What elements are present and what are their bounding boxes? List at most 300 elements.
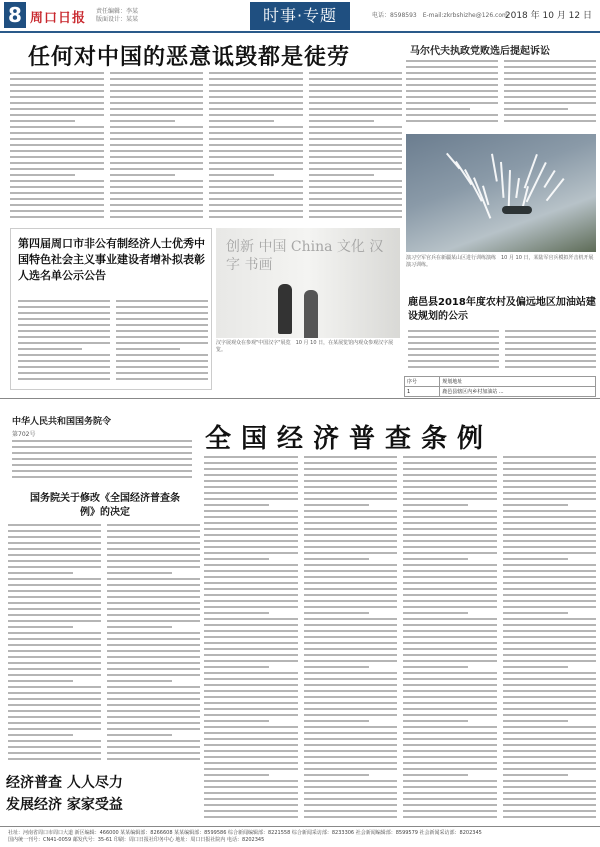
text-line: [10, 162, 104, 164]
text-line: [107, 752, 200, 754]
text-line: [209, 168, 303, 170]
text-line: [116, 366, 208, 368]
text-line: [8, 674, 101, 676]
text-line: [209, 102, 303, 104]
text-line: [204, 570, 298, 572]
text-line: [8, 632, 101, 634]
text-line: [503, 816, 597, 818]
text-line: [503, 576, 597, 578]
text-line: [406, 102, 498, 104]
text-line: [209, 180, 303, 182]
text-line: [304, 456, 398, 458]
text-line: [403, 612, 468, 614]
text-line: [110, 216, 204, 218]
text-line: [304, 510, 398, 512]
text-line: [8, 680, 73, 682]
text-column: [304, 456, 398, 822]
text-line: [408, 366, 499, 368]
text-line: [503, 582, 597, 584]
text-line: [403, 468, 497, 470]
text-line: [406, 78, 498, 80]
text-line: [8, 566, 101, 568]
text-line: [304, 504, 369, 506]
text-line: [204, 636, 298, 638]
text-line: [110, 150, 204, 152]
text-line: [204, 558, 269, 560]
text-line: [204, 498, 298, 500]
text-line: [107, 710, 200, 712]
text-line: [110, 192, 204, 194]
text-line: [403, 630, 497, 632]
text-line: [503, 672, 597, 674]
text-line: [503, 516, 597, 518]
text-line: [403, 546, 497, 548]
text-line: [503, 750, 597, 752]
text-line: [504, 108, 568, 110]
jet-aircraft: [502, 206, 532, 214]
text-line: [10, 192, 104, 194]
text-line: [403, 558, 468, 560]
text-line: [204, 720, 269, 722]
text-line: [204, 624, 298, 626]
text-line: [304, 462, 398, 464]
text-line: [8, 602, 101, 604]
text-line: [204, 588, 298, 590]
text-line: [18, 318, 110, 320]
text-line: [204, 456, 298, 458]
text-line: [504, 102, 596, 104]
text-line: [204, 492, 298, 494]
text-line: [8, 560, 101, 562]
text-line: [304, 660, 398, 662]
text-line: [403, 750, 497, 752]
text-line: [116, 354, 208, 356]
text-column: [116, 300, 208, 384]
text-line: [204, 594, 298, 596]
text-line: [403, 804, 497, 806]
text-line: [304, 522, 398, 524]
text-line: [304, 714, 398, 716]
text-line: [505, 330, 596, 332]
flare-streak: [543, 170, 555, 188]
text-line: [116, 318, 208, 320]
text-line: [10, 96, 104, 98]
order-title: 中华人民共和国国务院令: [12, 417, 112, 427]
text-line: [403, 660, 497, 662]
table-cell: 鹿邑县辖区内乡村加油站 ...: [440, 387, 596, 397]
text-line: [8, 590, 101, 592]
text-line: [10, 150, 104, 152]
text-line: [209, 120, 274, 122]
text-line: [503, 732, 597, 734]
text-line: [12, 470, 192, 472]
text-line: [204, 678, 298, 680]
luyi-notice-body: [408, 330, 596, 372]
text-line: [204, 780, 298, 782]
text-line: [504, 60, 596, 62]
text-line: [505, 336, 596, 338]
text-line: [10, 102, 104, 104]
text-line: [204, 510, 298, 512]
text-line: [110, 210, 204, 212]
text-line: [110, 168, 204, 170]
text-line: [18, 378, 110, 380]
text-line: [204, 774, 269, 776]
text-line: [18, 366, 110, 368]
text-line: [107, 620, 200, 622]
text-line: [304, 528, 398, 530]
text-line: [18, 312, 110, 314]
text-line: [403, 636, 497, 638]
text-line: [403, 690, 497, 692]
text-line: [107, 560, 200, 562]
text-line: [309, 72, 403, 74]
public-notice-body: [18, 300, 208, 384]
text-line: [403, 756, 497, 758]
text-column: [209, 72, 303, 222]
text-line: [304, 648, 398, 650]
text-column: [403, 456, 497, 822]
text-line: [107, 548, 200, 550]
text-line: [107, 644, 200, 646]
text-line: [304, 744, 398, 746]
text-line: [408, 342, 499, 344]
text-line: [403, 576, 497, 578]
text-line: [10, 180, 104, 182]
text-line: [204, 468, 298, 470]
text-line: [10, 138, 104, 140]
text-line: [107, 692, 200, 694]
text-line: [107, 662, 200, 664]
text-line: [10, 210, 104, 212]
text-line: [10, 168, 104, 170]
text-line: [8, 710, 101, 712]
page-number: 8: [4, 2, 26, 28]
text-line: [8, 596, 101, 598]
text-line: [110, 186, 204, 188]
text-line: [503, 468, 597, 470]
text-line: [505, 366, 596, 368]
text-line: [8, 734, 73, 736]
text-line: [504, 90, 596, 92]
text-line: [209, 174, 274, 176]
text-line: [116, 348, 180, 350]
text-line: [503, 618, 597, 620]
text-line: [18, 324, 110, 326]
text-line: [505, 354, 596, 356]
text-line: [403, 516, 497, 518]
census-regulation-title: 全国经济普查条例: [205, 424, 494, 454]
text-line: [204, 744, 298, 746]
text-line: [309, 204, 403, 206]
main-headline: 任何对中国的恶意诋毁都是徒劳: [28, 45, 351, 70]
text-line: [204, 648, 298, 650]
text-line: [107, 530, 200, 532]
text-line: [107, 524, 200, 526]
text-line: [8, 572, 73, 574]
text-line: [309, 210, 403, 212]
text-line: [503, 708, 597, 710]
text-line: [304, 720, 369, 722]
text-line: [8, 626, 73, 628]
text-line: [8, 698, 101, 700]
text-line: [204, 528, 298, 530]
text-line: [403, 726, 497, 728]
text-line: [309, 84, 403, 86]
exhibit-wall-characters: 创新 中国 China 文化 汉字 书画: [226, 239, 384, 273]
text-line: [503, 510, 597, 512]
text-line: [503, 474, 597, 476]
text-line: [503, 774, 568, 776]
hanzi-exhibit-photo: [216, 228, 400, 338]
paper-name: 周口日报: [30, 11, 87, 26]
text-line: [204, 546, 298, 548]
text-line: [204, 672, 298, 674]
text-column: [12, 440, 192, 482]
text-line: [309, 150, 403, 152]
text-line: [403, 672, 497, 674]
text-line: [209, 108, 303, 110]
text-column: [204, 456, 298, 822]
text-line: [107, 674, 200, 676]
text-line: [204, 684, 298, 686]
text-line: [403, 474, 497, 476]
text-line: [304, 672, 398, 674]
main-article-body: [10, 72, 402, 222]
text-line: [503, 738, 597, 740]
text-line: [309, 180, 403, 182]
text-line: [503, 588, 597, 590]
text-line: [8, 686, 101, 688]
issue-date: 2018 年 10 月 12 日: [504, 11, 592, 21]
military-exercise-photo: [406, 134, 596, 252]
text-line: [304, 762, 398, 764]
text-line: [107, 746, 200, 748]
text-line: [209, 144, 303, 146]
text-line: [403, 594, 497, 596]
text-line: [12, 464, 192, 466]
text-line: [10, 144, 104, 146]
text-line: [18, 360, 110, 362]
text-line: [304, 618, 398, 620]
text-line: [503, 714, 597, 716]
text-line: [503, 492, 597, 494]
text-line: [107, 740, 200, 742]
text-line: [503, 642, 597, 644]
text-line: [403, 696, 497, 698]
text-line: [304, 498, 398, 500]
text-line: [204, 708, 298, 710]
text-line: [505, 342, 596, 344]
text-line: [309, 132, 403, 134]
text-line: [204, 612, 269, 614]
maldives-headline: 马尔代夫执政党败选后提起诉讼: [410, 46, 550, 57]
text-line: [403, 738, 497, 740]
text-line: [503, 594, 597, 596]
text-line: [116, 324, 208, 326]
text-line: [403, 492, 497, 494]
text-line: [503, 456, 597, 458]
text-line: [204, 690, 298, 692]
text-line: [204, 810, 298, 812]
text-line: [304, 624, 398, 626]
contact-info: 电话：8598593 E-mail:zkrbshizhe@126.com: [372, 12, 508, 19]
text-line: [304, 780, 398, 782]
text-line: [503, 798, 597, 800]
text-line: [209, 84, 303, 86]
text-line: [503, 654, 597, 656]
text-line: [406, 66, 498, 68]
text-line: [107, 554, 200, 556]
text-line: [8, 608, 101, 610]
text-line: [408, 330, 499, 332]
text-line: [204, 462, 298, 464]
text-line: [12, 452, 192, 454]
text-line: [408, 336, 499, 338]
text-line: [504, 114, 596, 116]
text-line: [110, 84, 204, 86]
text-line: [10, 114, 104, 116]
text-line: [204, 732, 298, 734]
text-line: [503, 636, 597, 638]
text-line: [204, 600, 298, 602]
text-column: [503, 456, 597, 822]
text-line: [304, 564, 398, 566]
text-line: [304, 738, 398, 740]
text-line: [304, 774, 369, 776]
text-line: [304, 630, 398, 632]
text-line: [12, 476, 192, 478]
text-line: [503, 552, 597, 554]
text-line: [304, 642, 398, 644]
text-line: [209, 156, 303, 158]
text-line: [204, 486, 298, 488]
text-column: [408, 330, 499, 372]
text-line: [107, 542, 200, 544]
text-line: [309, 162, 403, 164]
text-line: [309, 90, 403, 92]
text-line: [304, 792, 398, 794]
text-line: [309, 144, 403, 146]
text-line: [503, 804, 597, 806]
text-line: [403, 810, 497, 812]
text-line: [116, 372, 208, 374]
text-line: [110, 174, 175, 176]
text-line: [403, 456, 497, 458]
text-line: [304, 816, 398, 818]
text-line: [8, 704, 101, 706]
text-line: [304, 708, 398, 710]
text-line: [304, 480, 398, 482]
text-line: [110, 72, 204, 74]
text-line: [309, 192, 403, 194]
editors-info: 责任编辑：李某 版面设计：某某: [96, 8, 139, 23]
luyi-notice-title: 鹿邑县2018年度农村及偏远地区加油站建设规划的公示: [408, 297, 596, 322]
text-line: [10, 108, 104, 110]
text-line: [107, 638, 200, 640]
text-line: [107, 566, 200, 568]
text-line: [304, 546, 398, 548]
text-line: [107, 632, 200, 634]
text-line: [309, 96, 403, 98]
text-line: [309, 108, 403, 110]
text-line: [204, 660, 298, 662]
visitor-figure: [278, 284, 292, 334]
text-line: [110, 102, 204, 104]
text-line: [116, 342, 208, 344]
text-line: [309, 120, 374, 122]
text-line: [209, 96, 303, 98]
jet-photo-caption: 演习空军官兵在新疆某山区进行训练演练 10 月 10 日，某陆军官兵模拟歼击机开展演习训练。: [406, 255, 594, 268]
text-line: [403, 588, 497, 590]
text-line: [116, 330, 208, 332]
text-line: [110, 90, 204, 92]
public-notice-title: 第四届周口市非公有制经济人士优秀中国特色社会主义事业建设者增补拟表彰人选名单公示公告: [18, 237, 205, 282]
text-line: [503, 660, 597, 662]
text-line: [503, 744, 597, 746]
text-line: [503, 756, 597, 758]
text-line: [304, 534, 398, 536]
text-line: [209, 162, 303, 164]
text-line: [309, 174, 374, 176]
text-line: [403, 498, 497, 500]
text-line: [107, 578, 200, 580]
text-line: [406, 84, 498, 86]
text-line: [107, 608, 200, 610]
text-line: [107, 680, 172, 682]
text-line: [403, 504, 468, 506]
section-divider: [0, 398, 600, 399]
text-line: [304, 654, 398, 656]
text-line: [403, 624, 497, 626]
text-line: [504, 84, 596, 86]
text-line: [110, 132, 204, 134]
text-line: [304, 558, 369, 560]
text-line: [309, 78, 403, 80]
text-line: [18, 306, 110, 308]
text-line: [406, 96, 498, 98]
text-line: [503, 648, 597, 650]
text-line: [204, 762, 298, 764]
text-line: [209, 132, 303, 134]
text-line: [8, 752, 101, 754]
text-line: [403, 648, 497, 650]
text-line: [304, 768, 398, 770]
text-line: [304, 600, 398, 602]
exhibit-photo-caption: 汉字展观众在参观"中国汉字"展览 10 月 10 日，在某展览馆内观众参观汉字展览。: [216, 340, 394, 353]
text-line: [408, 354, 499, 356]
text-line: [304, 804, 398, 806]
text-line: [403, 798, 497, 800]
text-line: [304, 732, 398, 734]
text-line: [107, 650, 200, 652]
text-line: [503, 792, 597, 794]
text-line: [8, 728, 101, 730]
text-line: [204, 576, 298, 578]
text-column: [8, 524, 101, 764]
text-line: [403, 702, 497, 704]
text-line: [204, 816, 298, 818]
text-line: [403, 786, 497, 788]
text-line: [8, 716, 101, 718]
text-line: [10, 132, 104, 134]
text-line: [204, 480, 298, 482]
text-line: [209, 114, 303, 116]
text-line: [18, 300, 110, 302]
luyi-plan-table: [404, 376, 596, 397]
text-line: [204, 534, 298, 536]
text-line: [10, 120, 75, 122]
